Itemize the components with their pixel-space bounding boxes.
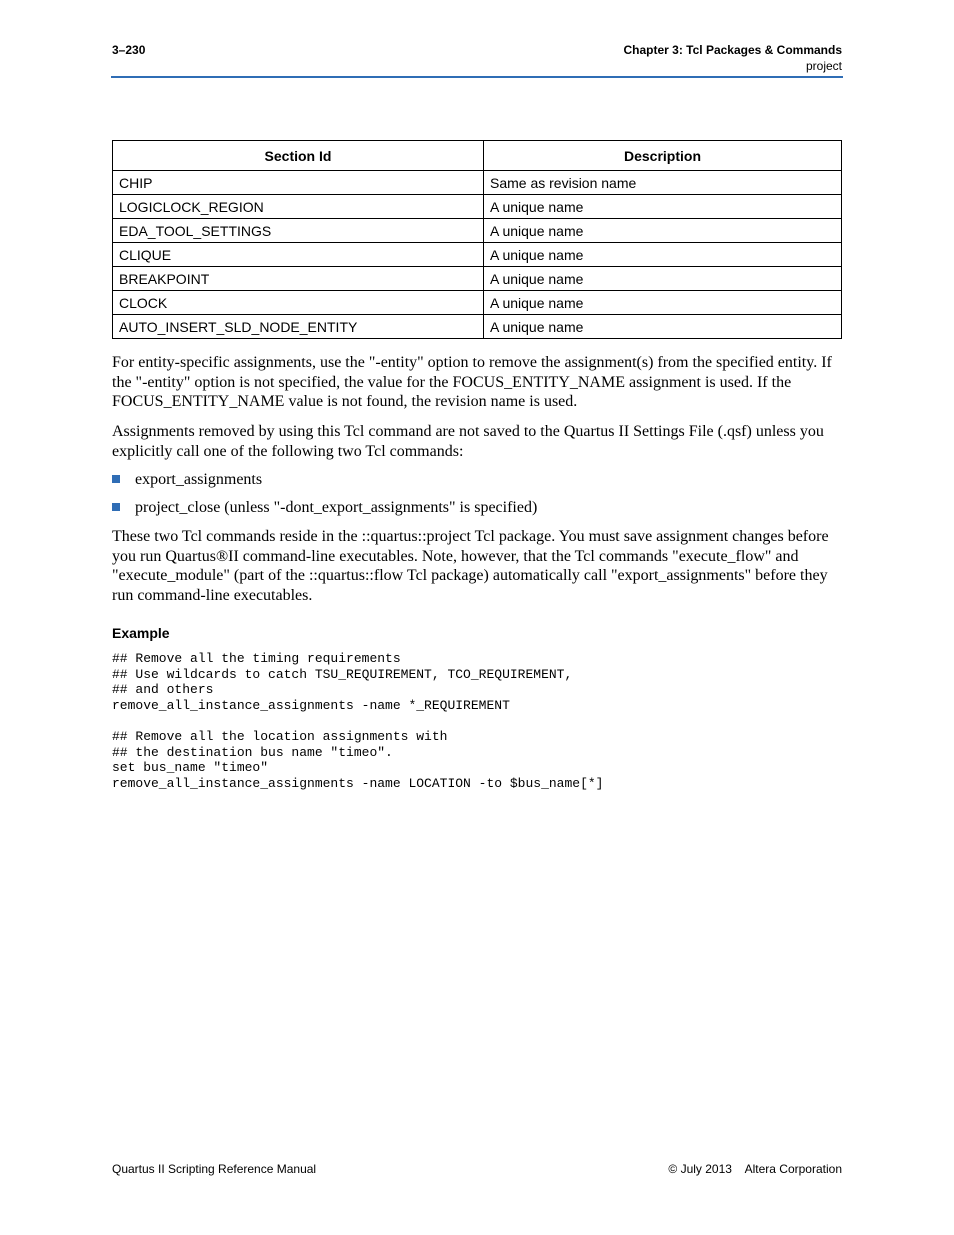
commands-paragraph: These two Tcl commands reside in the ::quartus::project Tcl package. You must save assignment changes before you run Quartus®II command-line executables. Note, however, that the Tcl commands "execute_flow" and "execute_module" (part of the ::quartus::flow Tcl package) automatically call "export_assignments" before they run command-line executables. (112, 528, 829, 604)
column-header: Section Id (113, 141, 484, 171)
description-cell: A unique name (484, 195, 842, 219)
description-cell: A unique name (484, 243, 842, 267)
table-row (113, 243, 842, 267)
bullet-square-icon (112, 503, 120, 511)
section-id-cell: CHIP (113, 171, 484, 195)
section-id-cell: AUTO_INSERT_SLD_NODE_ENTITY (113, 315, 484, 339)
page-number: 3–230 (112, 43, 146, 57)
list-item-text: export_assignments (135, 471, 263, 488)
section-id-cell: BREAKPOINT (113, 267, 484, 291)
description-cell: A unique name (484, 267, 842, 291)
table-row (113, 219, 842, 243)
footer-manual-title: Quartus II Scripting Reference Manual (112, 1162, 317, 1176)
chapter-title: Chapter 3: Tcl Packages & Commands (623, 43, 842, 57)
section-id-cell: EDA_TOOL_SETTINGS (113, 219, 484, 243)
column-header: Description (484, 141, 842, 171)
list-item (112, 470, 262, 490)
description-cell: Same as revision name (484, 171, 842, 195)
assignments-paragraph: Assignments removed by using this Tcl command are not saved to the Quartus II Settings File (.qsf) unless you explicitly call one of the following two Tcl commands: (112, 423, 824, 460)
table-row (113, 195, 842, 219)
bullet-square-icon (112, 475, 120, 483)
header-rule (111, 76, 843, 78)
section-id-table (112, 140, 842, 339)
table-row (113, 315, 842, 339)
table-row (113, 267, 842, 291)
section-name: project (805, 59, 842, 73)
footer-copyright: © July 2013 Altera Corporation (668, 1162, 842, 1176)
example-heading: Example (112, 625, 170, 641)
list-item (112, 498, 537, 518)
list-item-text: project_close (unless "-dont_export_assignments" is specified) (135, 499, 538, 516)
table-row (113, 291, 842, 315)
description-cell: A unique name (484, 315, 842, 339)
section-id-cell: CLIQUE (113, 243, 484, 267)
entity-paragraph: For entity-specific assignments, use the "-entity" option to remove the assignment(s) from the specified entity. If the "-entity" option is not specified, the value for the FOCUS_ENTITY_NAME assignment is used. If the FOCUS_ENTITY_NAME value is not found, the revision name is used. (112, 354, 832, 410)
code-example: ## Remove all the timing requirements ## Use wildcards to catch TSU_REQUIREMENT, TCO_REQUIREMENT, ## and others remove_all_instance_assignments -name *_REQUIREMENT ## Remove all the location assignments with ## the destination bus name "timeo". set bus_name "timeo" remove_all_instance_assignments -name LOCATION -to $bus_name[*] (112, 651, 604, 791)
table-row (113, 171, 842, 195)
description-cell: A unique name (484, 219, 842, 243)
section-id-cell: CLOCK (113, 291, 484, 315)
section-id-cell: LOGICLOCK_REGION (113, 195, 484, 219)
description-cell: A unique name (484, 291, 842, 315)
table-header-row (113, 141, 842, 171)
